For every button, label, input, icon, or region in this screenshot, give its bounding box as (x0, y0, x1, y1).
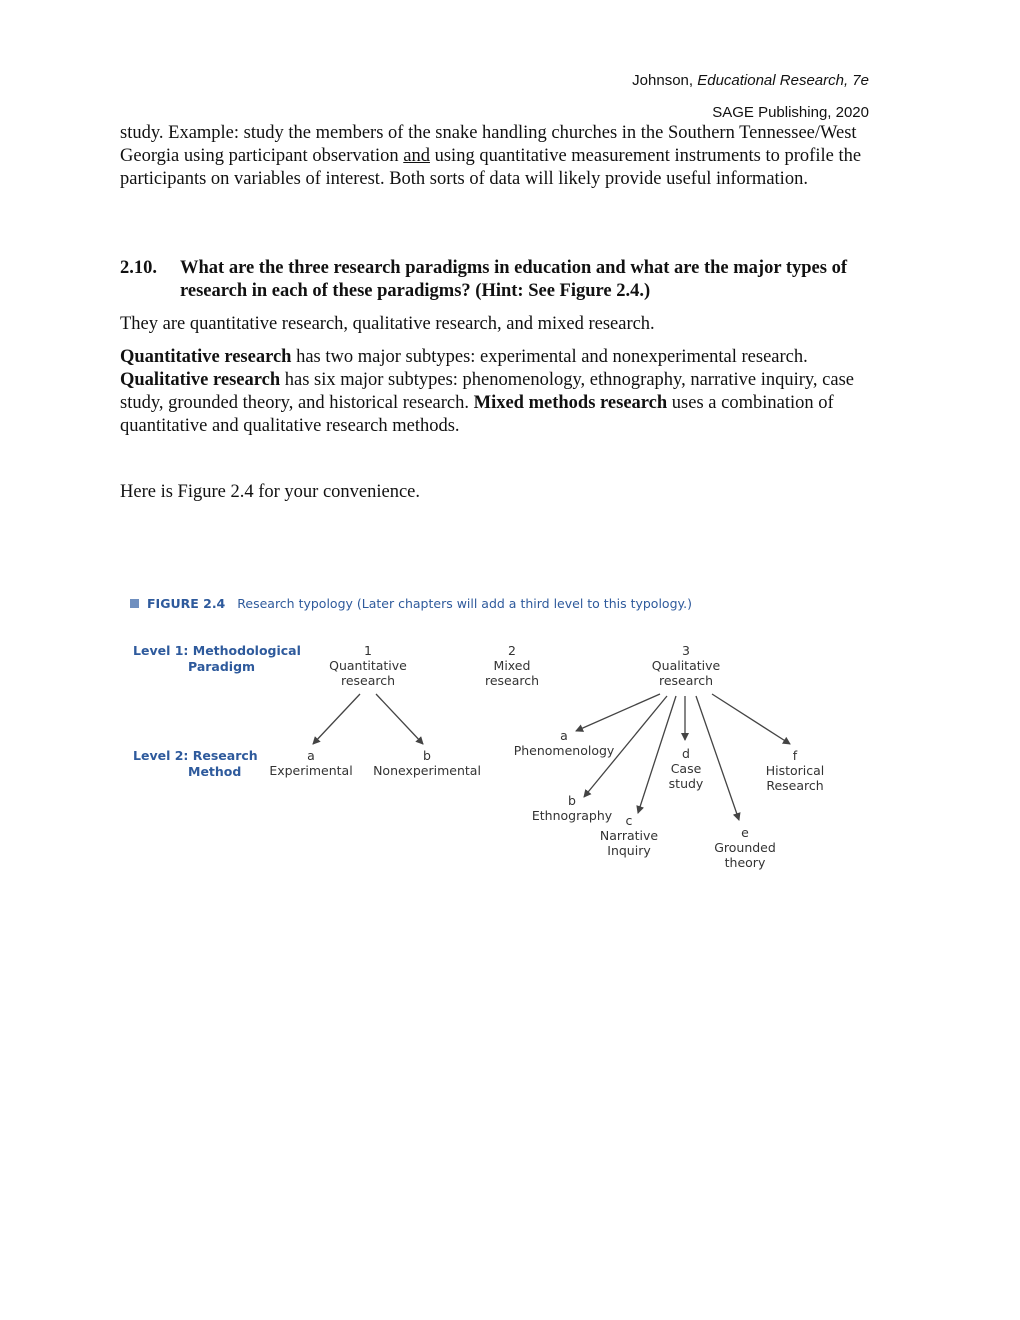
node-nonexperimental-id: b (423, 748, 431, 763)
arrow-quant-experimental (313, 694, 360, 744)
figure-intro: Here is Figure 2.4 for your convenience. (120, 482, 421, 502)
node-ethnography-id: b (568, 793, 576, 808)
node-mixed-l2: research (484, 673, 540, 688)
node-qualitative-l1: Qualitative (651, 658, 721, 673)
header-book-title: Educational Research, 7e (697, 72, 869, 89)
figure-label: FIGURE 2.4 (147, 596, 226, 611)
answer-line-1: They are quantitative research, qualitative research, and mixed research. (120, 314, 655, 334)
node-quantitative-id: 1 (364, 643, 372, 658)
node-phenomenology-id: a (560, 728, 568, 743)
node-mixed-id: 2 (508, 643, 516, 658)
level-1-line-2: Paradigm (188, 659, 256, 674)
node-quantitative-l1: Quantitative (329, 658, 407, 673)
arrow-qual-phenomenology (576, 694, 660, 731)
node-narrative-l2: Inquiry (607, 843, 651, 858)
node-mixed (485, 643, 539, 688)
level-2-line-2: Method (188, 764, 242, 779)
node-nonexperimental (373, 748, 481, 778)
node-quantitative (329, 643, 407, 688)
qualitative-text: has six major subtypes: phenomenology, ethnography, narrative inquiry, case study, grounded theory, and historical research. (120, 370, 855, 413)
question-text: What are the three research paradigms in education and what are the major types of research in each of these paradigms? (Hint: See Figure 2.4.) (180, 258, 847, 301)
continuation-paragraph (120, 122, 880, 191)
qualitative-heading: Qualitative research (120, 370, 281, 390)
figure-description: Research typology (Later chapters will add a third level to this typology.) (237, 596, 692, 611)
node-qualitative (652, 643, 720, 688)
running-header-title (632, 72, 869, 89)
question-number: 2.10. (120, 258, 157, 278)
node-case-id: d (682, 746, 690, 761)
arrow-quant-nonexperimental (376, 694, 423, 744)
quantitative-heading: Quantitative research (120, 347, 292, 367)
node-experimental (269, 748, 352, 778)
node-grounded-l1: Grounded (714, 840, 776, 855)
figure-2-4 (130, 590, 850, 880)
node-qualitative-id: 3 (682, 643, 690, 658)
continuation-text-1: study. Example: study the members of the snake handling churches in the Southern Tennessee/West Georgia using participant observation (120, 123, 857, 166)
arrow-qual-historical (712, 694, 790, 744)
node-narrative-l1: Narrative (599, 828, 659, 843)
node-qualitative-l2: research (658, 673, 714, 688)
node-phenomenology-l1: Phenomenology (513, 743, 615, 758)
node-historical-id: f (792, 748, 798, 763)
node-case-l2: study (668, 776, 704, 791)
header-author: Johnson, (632, 72, 698, 89)
node-grounded-l2: theory (724, 855, 766, 870)
node-grounded-id: e (741, 825, 749, 840)
node-phenomenology (514, 728, 615, 758)
mixed-text: uses a combination of quantitative and qualitative research methods. (120, 393, 834, 436)
quantitative-text: has two major subtypes: experimental and nonexperimental research. (291, 347, 808, 367)
node-ethnography-l1: Ethnography (531, 808, 613, 823)
node-mixed-l1: Mixed (493, 658, 531, 673)
level-1-line-1: Level 1: Methodological (133, 643, 301, 658)
level-2-line-1: Level 2: Research (133, 748, 258, 763)
node-historical-research (766, 748, 825, 793)
node-quantitative-l2: research (340, 673, 396, 688)
node-nonexperimental-l1: Nonexperimental (373, 763, 481, 778)
answer-paragraph (120, 346, 880, 438)
node-experimental-id: a (307, 748, 315, 763)
node-narrative-id: c (625, 813, 633, 828)
mixed-heading: Mixed methods research (473, 393, 668, 413)
continuation-text-2: using quantitative measurement instruments to profile the participants on variables of interest. Both sorts of data will likely provide useful information. (120, 146, 862, 189)
node-narrative-inquiry (600, 813, 658, 858)
node-experimental-l1: Experimental (269, 763, 353, 778)
node-case-l1: Case (670, 761, 702, 776)
running-header-publisher: SAGE Publishing, 2020 (712, 104, 869, 121)
underlined-and: and (403, 146, 430, 166)
node-case-study (669, 746, 704, 791)
node-grounded-theory (714, 825, 776, 870)
node-historical-l1: Historical (765, 763, 825, 778)
node-historical-l2: Research (766, 778, 824, 793)
